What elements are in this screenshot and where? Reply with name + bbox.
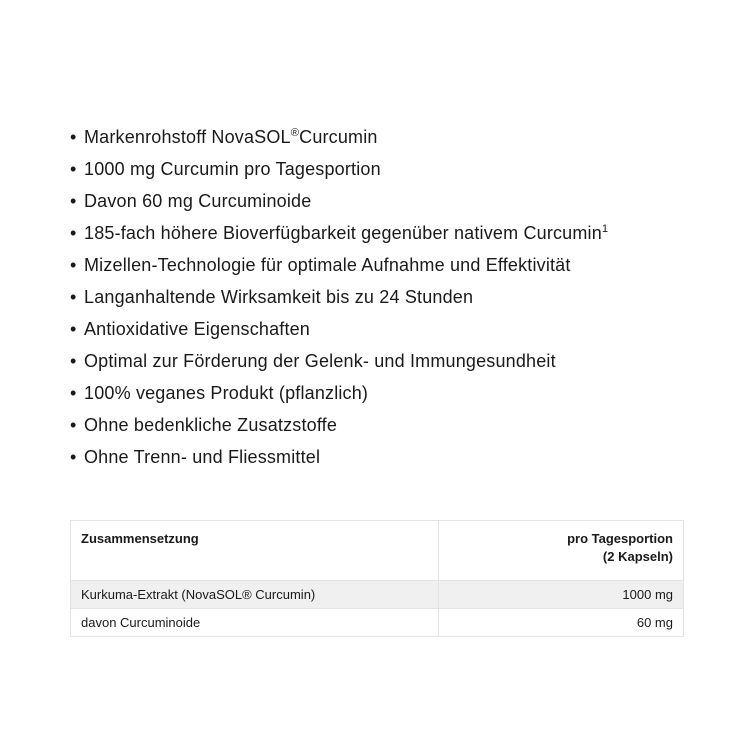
- feature-list-item: [70, 121, 695, 153]
- column-header-per-serving: [439, 521, 684, 581]
- feature-list: [70, 121, 695, 473]
- feature-item-text: [84, 159, 381, 179]
- feature-list-item: [70, 249, 695, 281]
- feature-item-text-main: Antioxidative Eigenschaften: [84, 319, 311, 339]
- bullet-icon: •: [70, 447, 77, 467]
- feature-list-item: [70, 313, 695, 345]
- table-header: [71, 521, 684, 581]
- feature-item-text: [84, 191, 311, 211]
- feature-item-superscript: 1: [601, 223, 609, 235]
- feature-list-item: [70, 185, 695, 217]
- bullet-icon: •: [70, 159, 77, 179]
- feature-list-item: [70, 153, 695, 185]
- column-header-composition: Zusammensetzung: [71, 521, 439, 581]
- feature-item-text-main: Mizellen-Technologie für optimale Aufnahme und Effektivität: [84, 255, 571, 275]
- feature-item-text-main: Langanhaltende Wirksamkeit bis zu 24 Stunden: [84, 287, 474, 307]
- table-cell-ingredient: Kurkuma-Extrakt (NovaSOL® Curcumin): [71, 581, 439, 609]
- table-cell-amount: 1000 mg: [439, 581, 684, 609]
- feature-item-text-main: 185-fach höhere Bioverfügbarkeit gegenüber nativem Curcumin: [84, 223, 602, 243]
- feature-item-superscript: ®: [290, 127, 300, 139]
- composition-table: [70, 520, 684, 637]
- feature-item-text: [84, 223, 608, 243]
- bullet-icon: •: [70, 415, 77, 435]
- feature-list-item: [70, 377, 695, 409]
- table-cell-amount: 60 mg: [439, 609, 684, 637]
- feature-item-text-main: Davon 60 mg Curcuminoide: [84, 191, 312, 211]
- feature-item-text-main: 100% veganes Produkt (pflanzlich): [84, 383, 369, 403]
- table-cell-ingredient: davon Curcuminoide: [71, 609, 439, 637]
- feature-item-text-main: Ohne Trenn- und Fliessmittel: [84, 447, 321, 467]
- feature-item-text: [84, 447, 320, 467]
- feature-item-text: [84, 415, 337, 435]
- bullet-icon: •: [70, 191, 77, 211]
- feature-list-item: [70, 345, 695, 377]
- bullet-icon: •: [70, 255, 77, 275]
- feature-list-item: [70, 441, 695, 473]
- feature-item-text: [84, 255, 571, 275]
- feature-item-text: [84, 383, 368, 403]
- table-row: [71, 581, 684, 609]
- table-header-row: [71, 521, 684, 581]
- feature-item-text-main: Ohne bedenkliche Zusatzstoffe: [84, 415, 338, 435]
- composition-table-container: [70, 520, 684, 637]
- table-row: [71, 609, 684, 637]
- feature-item-text: [84, 287, 473, 307]
- bullet-icon: •: [70, 223, 77, 243]
- bullet-icon: •: [70, 383, 77, 403]
- feature-item-text-tail: Curcumin: [299, 127, 378, 147]
- feature-item-text: [84, 127, 378, 147]
- bullet-icon: •: [70, 287, 77, 307]
- feature-list-item: [70, 409, 695, 441]
- feature-item-text: [84, 351, 556, 371]
- bullet-icon: •: [70, 127, 77, 147]
- feature-list-item: [70, 281, 695, 313]
- bullet-icon: •: [70, 319, 77, 339]
- bullet-icon: •: [70, 351, 77, 371]
- feature-item-text: [84, 319, 310, 339]
- feature-item-text-main: 1000 mg Curcumin pro Tagesportion: [84, 159, 381, 179]
- column-header-per-serving-line1: pro Tagesportion: [567, 531, 673, 546]
- feature-item-text-main: Optimal zur Förderung der Gelenk- und Immungesundheit: [84, 351, 556, 371]
- table-body: [71, 581, 684, 637]
- feature-list-item: [70, 217, 695, 249]
- column-header-per-serving-line2: (2 Kapseln): [602, 549, 673, 564]
- feature-item-text-main: Markenrohstoff NovaSOL: [84, 127, 291, 147]
